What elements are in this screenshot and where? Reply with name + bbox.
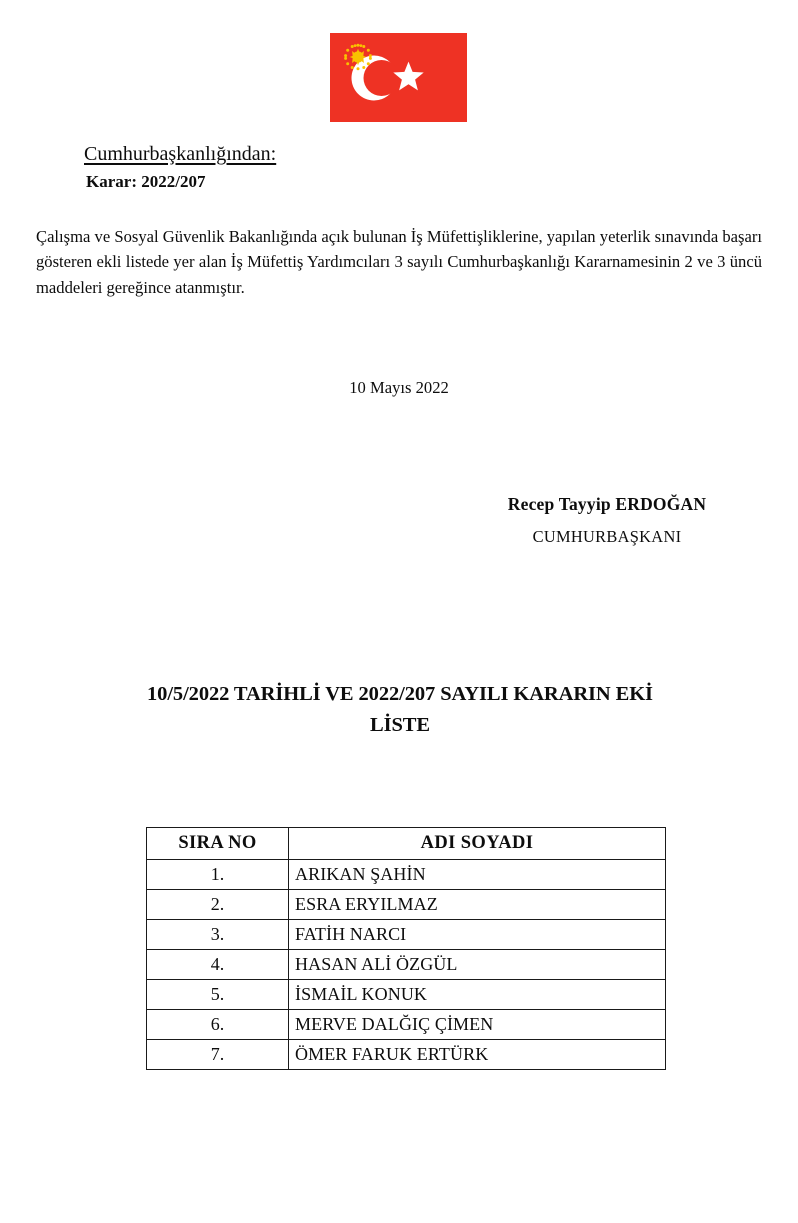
decision-number: Karar: 2022/207 [86,172,206,191]
signatory-title: CUMHURBAŞKANI [532,526,682,546]
table-row [147,950,666,980]
table-row [147,1040,666,1070]
table-body [147,860,666,1070]
cell-adi-soyadi: ARIKAN ŞAHİN [289,860,666,890]
table-row [147,1010,666,1040]
turkish-flag [330,33,467,122]
cell-sira-no: 3. [147,920,289,950]
annex-heading [60,679,740,741]
table-header [147,828,666,860]
column-header-sira-no: SIRA NO [147,828,289,860]
cell-sira-no: 2. [147,890,289,920]
signatory-name: Recep Tayyip ERDOĞAN [507,494,707,514]
flag-graphic [330,33,467,122]
annex-heading-line2: LİSTE [370,714,430,736]
table-row [147,890,666,920]
issuer-heading: Cumhurbaşkanlığından: [84,143,277,165]
annex-heading-line1: 10/5/2022 TARİHLİ VE 2022/207 SAYILI KARARIN EKİ [147,683,653,705]
cell-adi-soyadi: ÖMER FARUK ERTÜRK [289,1040,666,1070]
table-row [147,860,666,890]
cell-sira-no: 7. [147,1040,289,1070]
crescent-inner-circle [364,60,400,96]
table-header-row [147,828,666,860]
cell-adi-soyadi: FATİH NARCI [289,920,666,950]
cell-adi-soyadi: HASAN ALİ ÖZGÜL [289,950,666,980]
table-row [147,980,666,1010]
cell-sira-no: 6. [147,1010,289,1040]
cell-adi-soyadi: ESRA ERYILMAZ [289,890,666,920]
cell-sira-no: 4. [147,950,289,980]
column-header-adi-soyadi: ADI SOYADI [289,828,666,860]
appointee-list-table [146,827,666,1070]
table-row [147,920,666,950]
decision-body-paragraph: Çalışma ve Sosyal Güvenlik Bakanlığında açık bulunan İş Müfettişliklerine, yapılan yeterlik sınavında başarı gösteren ekli listede yer alan İş Müfettiş Yardımcıları 3 sayılı Cumhurbaşkanlığı Kararnamesinin 2 ve 3 üncü maddeleri gereğince atanmıştır. [36,226,762,297]
signature-block [450,494,764,547]
document-date: 10 Mayıs 2022 [349,378,449,397]
cell-adi-soyadi: İSMAİL KONUK [289,980,666,1010]
cell-sira-no: 5. [147,980,289,1010]
cell-adi-soyadi: MERVE DALĞIÇ ÇİMEN [289,1010,666,1040]
cell-sira-no: 1. [147,860,289,890]
